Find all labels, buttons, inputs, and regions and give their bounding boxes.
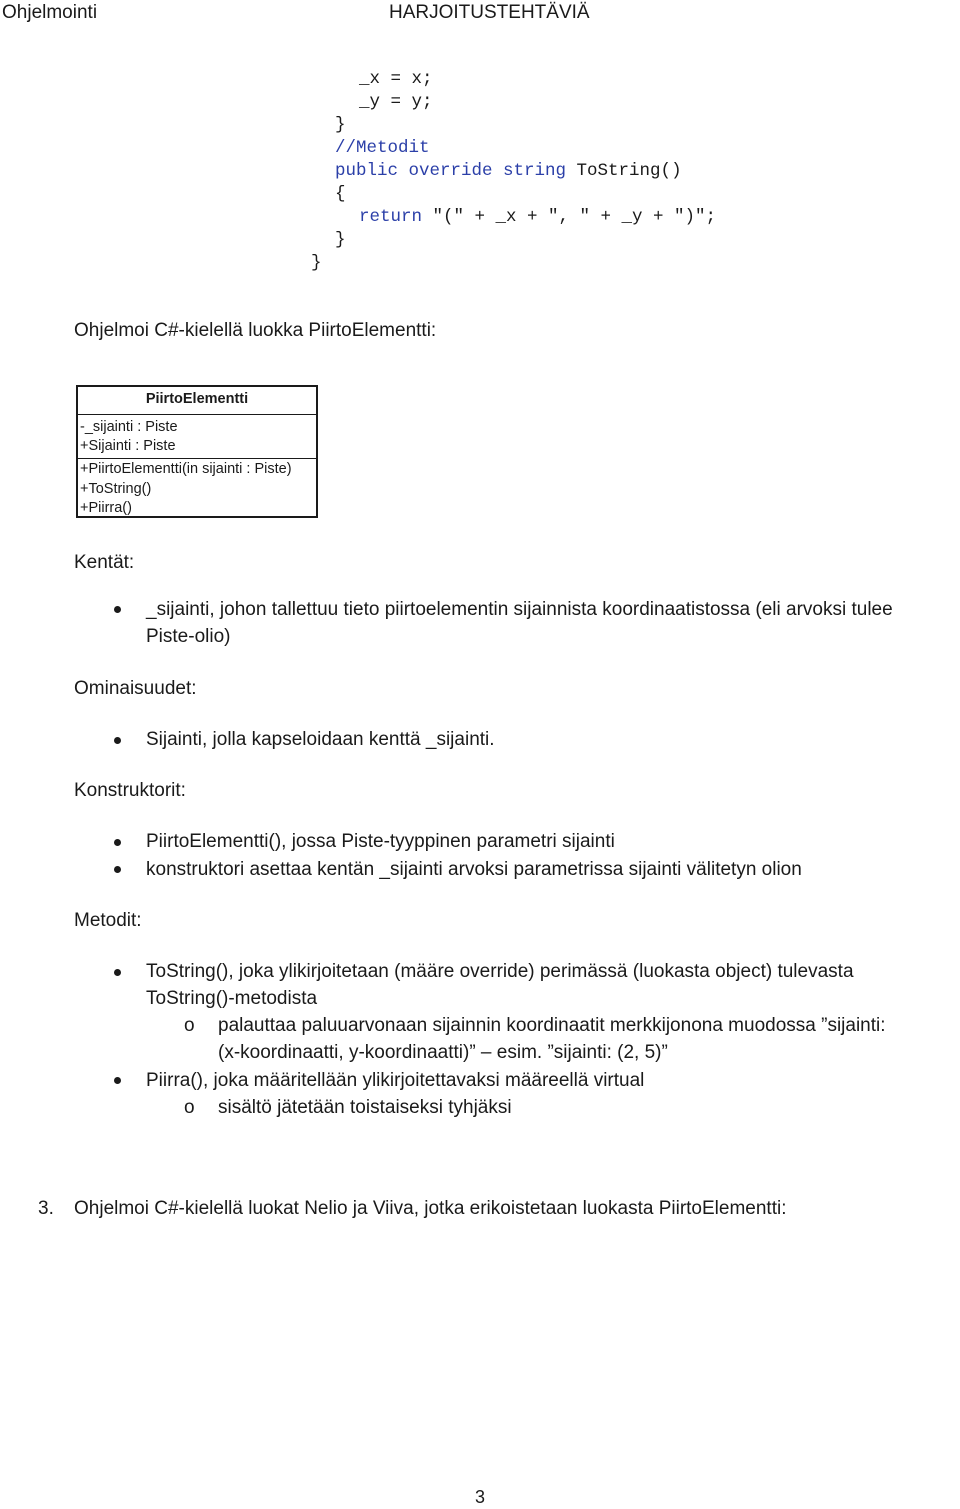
bullet-icon <box>114 969 121 976</box>
code-line-3: } <box>335 115 346 135</box>
header-left: Ohjelmointi <box>2 2 98 23</box>
intro-text: Ohjelmoi C#-kielellä luokka PiirtoElementti: <box>74 320 437 341</box>
code-text: ToString() <box>566 161 682 181</box>
code-keyword: public override string <box>335 161 567 181</box>
code-line-7 <box>359 206 716 229</box>
uml-field: +Sijainti : Piste <box>80 438 176 454</box>
code-line-2: _y = y; <box>359 92 433 112</box>
method1-sub-line2: (x-koordinaatti, y-koordinaatti)” – esim. ”sijainti: (2, 5)” <box>218 1042 668 1063</box>
code-line-1: _x = x; <box>359 69 433 89</box>
task3-text: Ohjelmoi C#-kielellä luokat Nelio ja Viiva, jotka erikoistetaan luokasta PiirtoElementti: <box>74 1198 787 1219</box>
uml-method: +Piirra() <box>80 500 132 516</box>
bullet-icon <box>114 839 121 846</box>
method1-line2: ToString()-metodista <box>146 988 318 1009</box>
uml-method: +ToString() <box>80 481 152 497</box>
bullet-icon <box>114 606 121 613</box>
props-item: Sijainti, jolla kapseloidaan kenttä _sijainti. <box>146 729 495 750</box>
sub-bullet-marker: o <box>184 1015 195 1036</box>
code-keyword: return <box>359 207 423 227</box>
fields-heading: Kentät: <box>74 552 135 573</box>
sub-bullet-marker: o <box>184 1097 195 1118</box>
ctor-heading: Konstruktorit: <box>74 780 186 801</box>
code-line-5 <box>335 160 682 183</box>
fields-item-line2: Piste-olio) <box>146 626 231 647</box>
methods-heading: Metodit: <box>74 910 142 931</box>
code-line-8: } <box>335 230 346 250</box>
code-text: "(" + _x + ", " + _y + ")"; <box>422 207 717 227</box>
method1-line1: ToString(), joka ylikirjoitetaan (määre override) perimässä (luokasta object) tulevasta <box>146 961 854 982</box>
uml-separator <box>78 458 316 459</box>
code-line-6: { <box>335 184 346 204</box>
props-heading: Ominaisuudet: <box>74 678 197 699</box>
fields-item-line1: _sijainti, johon tallettuu tieto piirtoelementin sijainnista koordinaatistossa (eli arvoksi tulee <box>146 599 893 620</box>
bullet-icon <box>114 866 121 873</box>
method1-sub-line1: palauttaa paluuarvonaan sijainnin koordinaatit merkkijonona muodossa ”sijainti: <box>218 1015 886 1036</box>
bullet-icon <box>114 1077 121 1084</box>
bullet-icon <box>114 737 121 744</box>
uml-class-box <box>76 385 318 518</box>
uml-separator <box>78 414 316 415</box>
method2-line1: Piirra(), joka määritellään ylikirjoitettavaksi määreellä virtual <box>146 1070 645 1091</box>
uml-method: +PiirtoElementti(in sijainti : Piste) <box>80 461 292 477</box>
header-center: HARJOITUSTEHTÄVIÄ <box>389 2 590 23</box>
ctor-item-1: PiirtoElementti(), jossa Piste-tyyppinen parametri sijainti <box>146 831 615 852</box>
ctor-item-2: konstruktori asettaa kentän _sijainti arvoksi parametrissa sijainti välitetyn olion <box>146 859 802 880</box>
code-line-9: } <box>311 253 322 273</box>
task3-number: 3. <box>38 1198 54 1219</box>
method2-sub-line1: sisältö jätetään toistaiseksi tyhjäksi <box>218 1097 512 1118</box>
uml-field: -_sijainti : Piste <box>80 419 178 435</box>
page-number: 3 <box>474 1487 485 1507</box>
code-line-4: //Metodit <box>335 138 430 158</box>
uml-class-name: PiirtoElementti <box>145 391 249 407</box>
